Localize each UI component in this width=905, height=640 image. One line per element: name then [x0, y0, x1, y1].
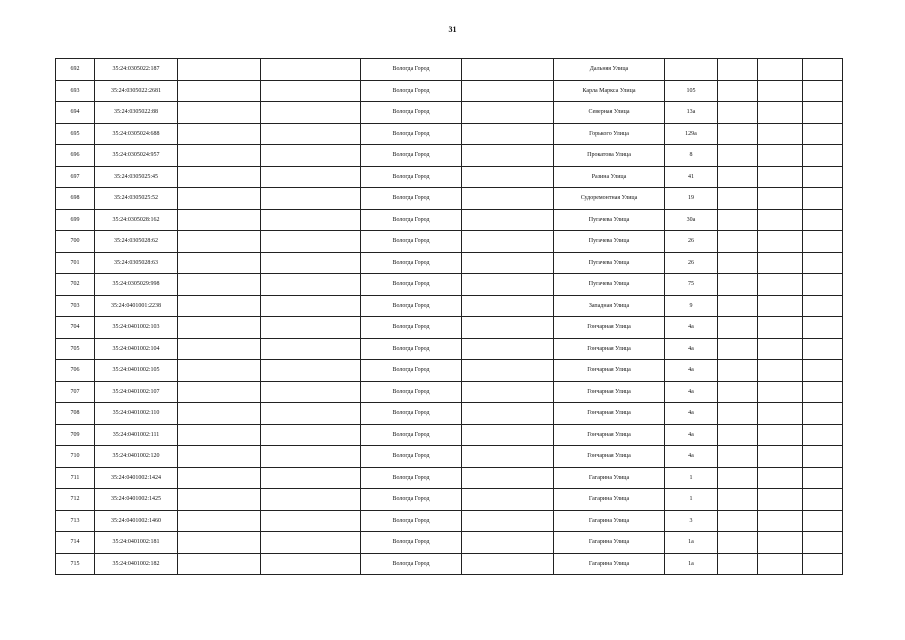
cadastral-number-cell: 35:24:0401002:1425 [95, 489, 178, 511]
empty-cell [261, 252, 361, 274]
empty-cell [462, 467, 554, 489]
empty-cell [178, 338, 261, 360]
empty-cell [261, 123, 361, 145]
property-registry-table [55, 58, 843, 575]
empty-cell [803, 102, 843, 124]
empty-cell [462, 360, 554, 382]
settlement-cell: Вологда Город [361, 188, 462, 210]
empty-cell [261, 553, 361, 575]
empty-cell [803, 510, 843, 532]
empty-cell [758, 80, 803, 102]
house-number-cell: 4а [665, 317, 718, 339]
empty-cell [758, 489, 803, 511]
table-row [56, 166, 843, 188]
table-row [56, 231, 843, 253]
empty-cell [718, 424, 758, 446]
house-number-cell: 105 [665, 80, 718, 102]
table-row [56, 510, 843, 532]
table-body [56, 59, 843, 575]
empty-cell [718, 274, 758, 296]
street-cell: Гончарная Улица [554, 317, 665, 339]
row-number-cell: 694 [56, 102, 95, 124]
row-number-cell: 713 [56, 510, 95, 532]
empty-cell [462, 532, 554, 554]
street-cell: Гагарина Улица [554, 532, 665, 554]
house-number-cell: 4а [665, 424, 718, 446]
settlement-cell: Вологда Город [361, 467, 462, 489]
empty-cell [758, 231, 803, 253]
empty-cell [718, 360, 758, 382]
empty-cell [178, 209, 261, 231]
page-number: 31 [448, 25, 457, 34]
cadastral-number-cell: 35:24:0401002:110 [95, 403, 178, 425]
table-row [56, 489, 843, 511]
row-number-cell: 700 [56, 231, 95, 253]
empty-cell [178, 553, 261, 575]
house-number-cell: 3 [665, 510, 718, 532]
cadastral-number-cell: 35:24:0401002:103 [95, 317, 178, 339]
empty-cell [803, 188, 843, 210]
empty-cell [803, 295, 843, 317]
empty-cell [718, 102, 758, 124]
table-row [56, 381, 843, 403]
cadastral-number-cell: 35:24:0401002:1424 [95, 467, 178, 489]
empty-cell [803, 252, 843, 274]
empty-cell [178, 446, 261, 468]
empty-cell [718, 446, 758, 468]
table-row [56, 102, 843, 124]
empty-cell [261, 532, 361, 554]
empty-cell [261, 145, 361, 167]
empty-cell [462, 424, 554, 446]
table-row [56, 360, 843, 382]
empty-cell [803, 123, 843, 145]
settlement-cell: Вологда Город [361, 59, 462, 81]
empty-cell [462, 489, 554, 511]
empty-cell [178, 188, 261, 210]
empty-cell [718, 59, 758, 81]
table-row [56, 80, 843, 102]
table-row [56, 252, 843, 274]
empty-cell [261, 381, 361, 403]
empty-cell [178, 80, 261, 102]
street-cell: Гагарина Улица [554, 510, 665, 532]
empty-cell [803, 467, 843, 489]
row-number-cell: 710 [56, 446, 95, 468]
row-number-cell: 711 [56, 467, 95, 489]
empty-cell [718, 166, 758, 188]
empty-cell [758, 59, 803, 81]
settlement-cell: Вологда Город [361, 510, 462, 532]
empty-cell [718, 188, 758, 210]
settlement-cell: Вологда Город [361, 209, 462, 231]
street-cell: Гончарная Улица [554, 446, 665, 468]
empty-cell [758, 188, 803, 210]
empty-cell [718, 403, 758, 425]
empty-cell [803, 403, 843, 425]
cadastral-number-cell: 35:24:0305028:62 [95, 231, 178, 253]
empty-cell [261, 403, 361, 425]
empty-cell [758, 467, 803, 489]
table-row [56, 295, 843, 317]
settlement-cell: Вологда Город [361, 102, 462, 124]
house-number-cell: 4а [665, 381, 718, 403]
cadastral-number-cell: 35:24:0401002:107 [95, 381, 178, 403]
settlement-cell: Вологда Город [361, 274, 462, 296]
empty-cell [462, 59, 554, 81]
empty-cell [758, 252, 803, 274]
street-cell: Дальняя Улица [554, 59, 665, 81]
street-cell: Разина Улица [554, 166, 665, 188]
empty-cell [803, 381, 843, 403]
cadastral-number-cell: 35:24:0401002:182 [95, 553, 178, 575]
empty-cell [462, 102, 554, 124]
house-number-cell: 4а [665, 403, 718, 425]
cadastral-number-cell: 35:24:0305024:957 [95, 145, 178, 167]
empty-cell [803, 446, 843, 468]
cadastral-number-cell: 35:24:0305022:2681 [95, 80, 178, 102]
house-number-cell: 75 [665, 274, 718, 296]
empty-cell [462, 231, 554, 253]
row-number-cell: 692 [56, 59, 95, 81]
house-number-cell: 129а [665, 123, 718, 145]
row-number-cell: 696 [56, 145, 95, 167]
settlement-cell: Вологда Город [361, 553, 462, 575]
house-number-cell: 1а [665, 553, 718, 575]
street-cell: Гончарная Улица [554, 424, 665, 446]
empty-cell [178, 489, 261, 511]
table-row [56, 274, 843, 296]
street-cell: Пугачева Улица [554, 209, 665, 231]
row-number-cell: 714 [56, 532, 95, 554]
table-row [56, 403, 843, 425]
empty-cell [718, 145, 758, 167]
settlement-cell: Вологда Город [361, 317, 462, 339]
empty-cell [462, 188, 554, 210]
empty-cell [462, 317, 554, 339]
empty-cell [803, 231, 843, 253]
street-cell: Гагарина Улица [554, 553, 665, 575]
empty-cell [462, 338, 554, 360]
table-row [56, 123, 843, 145]
table-row [56, 209, 843, 231]
table-row [56, 338, 843, 360]
cadastral-number-cell: 35:24:0305028:63 [95, 252, 178, 274]
empty-cell [462, 166, 554, 188]
cadastral-number-cell: 35:24:0305022:88 [95, 102, 178, 124]
table-row [56, 145, 843, 167]
street-cell: Прокатова Улица [554, 145, 665, 167]
row-number-cell: 697 [56, 166, 95, 188]
street-cell: Северная Улица [554, 102, 665, 124]
street-cell: Гагарина Улица [554, 489, 665, 511]
empty-cell [178, 360, 261, 382]
empty-cell [758, 145, 803, 167]
empty-cell [178, 252, 261, 274]
empty-cell [178, 532, 261, 554]
empty-cell [758, 166, 803, 188]
empty-cell [462, 274, 554, 296]
row-number-cell: 703 [56, 295, 95, 317]
settlement-cell: Вологда Город [361, 381, 462, 403]
empty-cell [718, 209, 758, 231]
empty-cell [178, 59, 261, 81]
empty-cell [718, 489, 758, 511]
empty-cell [178, 467, 261, 489]
row-number-cell: 705 [56, 338, 95, 360]
empty-cell [178, 424, 261, 446]
row-number-cell: 708 [56, 403, 95, 425]
empty-cell [803, 145, 843, 167]
table-row [56, 446, 843, 468]
table-row [56, 467, 843, 489]
cadastral-number-cell: 35:24:0305025:52 [95, 188, 178, 210]
empty-cell [178, 231, 261, 253]
row-number-cell: 706 [56, 360, 95, 382]
table-row [56, 553, 843, 575]
empty-cell [803, 553, 843, 575]
empty-cell [803, 424, 843, 446]
empty-cell [718, 532, 758, 554]
empty-cell [178, 295, 261, 317]
cadastral-number-cell: 35:24:0401002:181 [95, 532, 178, 554]
empty-cell [462, 295, 554, 317]
settlement-cell: Вологда Город [361, 489, 462, 511]
empty-cell [261, 360, 361, 382]
empty-cell [261, 166, 361, 188]
settlement-cell: Вологда Город [361, 338, 462, 360]
cadastral-number-cell: 35:24:0401001:2238 [95, 295, 178, 317]
empty-cell [758, 317, 803, 339]
empty-cell [803, 317, 843, 339]
empty-cell [718, 295, 758, 317]
empty-cell [261, 231, 361, 253]
street-cell: Карла Маркса Улица [554, 80, 665, 102]
cadastral-number-cell: 35:24:0305022:187 [95, 59, 178, 81]
street-cell: Горького Улица [554, 123, 665, 145]
empty-cell [178, 510, 261, 532]
empty-cell [261, 209, 361, 231]
empty-cell [758, 424, 803, 446]
cadastral-number-cell: 35:24:0401002:1460 [95, 510, 178, 532]
settlement-cell: Вологда Город [361, 231, 462, 253]
empty-cell [803, 166, 843, 188]
empty-cell [462, 80, 554, 102]
settlement-cell: Вологда Город [361, 403, 462, 425]
empty-cell [261, 102, 361, 124]
empty-cell [462, 510, 554, 532]
empty-cell [758, 532, 803, 554]
empty-cell [758, 209, 803, 231]
empty-cell [718, 80, 758, 102]
street-cell: Гончарная Улица [554, 360, 665, 382]
house-number-cell: 9 [665, 295, 718, 317]
table-row [56, 424, 843, 446]
settlement-cell: Вологда Город [361, 123, 462, 145]
street-cell: Западная Улица [554, 295, 665, 317]
empty-cell [462, 123, 554, 145]
empty-cell [178, 317, 261, 339]
empty-cell [178, 381, 261, 403]
empty-cell [462, 145, 554, 167]
street-cell: Гагарина Улица [554, 467, 665, 489]
house-number-cell: 4а [665, 360, 718, 382]
house-number-cell: 26 [665, 231, 718, 253]
street-cell: Пугачева Улица [554, 252, 665, 274]
empty-cell [803, 209, 843, 231]
settlement-cell: Вологда Город [361, 295, 462, 317]
settlement-cell: Вологда Город [361, 446, 462, 468]
empty-cell [758, 360, 803, 382]
row-number-cell: 707 [56, 381, 95, 403]
empty-cell [803, 274, 843, 296]
settlement-cell: Вологда Город [361, 166, 462, 188]
empty-cell [803, 360, 843, 382]
empty-cell [261, 80, 361, 102]
cadastral-number-cell: 35:24:0401002:120 [95, 446, 178, 468]
empty-cell [462, 403, 554, 425]
settlement-cell: Вологда Город [361, 532, 462, 554]
empty-cell [462, 381, 554, 403]
empty-cell [718, 553, 758, 575]
street-cell: Пугачева Улица [554, 274, 665, 296]
empty-cell [718, 467, 758, 489]
empty-cell [758, 381, 803, 403]
empty-cell [261, 274, 361, 296]
empty-cell [261, 489, 361, 511]
house-number-cell: 26 [665, 252, 718, 274]
row-number-cell: 702 [56, 274, 95, 296]
cadastral-number-cell: 35:24:0305024:688 [95, 123, 178, 145]
cadastral-number-cell: 35:24:0305025:45 [95, 166, 178, 188]
row-number-cell: 712 [56, 489, 95, 511]
empty-cell [758, 274, 803, 296]
empty-cell [758, 295, 803, 317]
settlement-cell: Вологда Город [361, 252, 462, 274]
empty-cell [718, 123, 758, 145]
empty-cell [803, 489, 843, 511]
empty-cell [758, 123, 803, 145]
settlement-cell: Вологда Город [361, 424, 462, 446]
empty-cell [261, 424, 361, 446]
cadastral-number-cell: 35:24:0401002:105 [95, 360, 178, 382]
house-number-cell: 1 [665, 467, 718, 489]
empty-cell [718, 231, 758, 253]
street-cell: Судоремонтная Улица [554, 188, 665, 210]
house-number-cell: 1 [665, 489, 718, 511]
house-number-cell: 8 [665, 145, 718, 167]
empty-cell [758, 403, 803, 425]
empty-cell [758, 446, 803, 468]
empty-cell [718, 317, 758, 339]
house-number-cell: 41 [665, 166, 718, 188]
empty-cell [261, 59, 361, 81]
empty-cell [718, 338, 758, 360]
empty-cell [462, 553, 554, 575]
empty-cell [178, 403, 261, 425]
empty-cell [178, 145, 261, 167]
table-row [56, 317, 843, 339]
empty-cell [261, 317, 361, 339]
empty-cell [261, 510, 361, 532]
house-number-cell: 19 [665, 188, 718, 210]
empty-cell [178, 166, 261, 188]
cadastral-number-cell: 35:24:0305029:998 [95, 274, 178, 296]
house-number-cell: 30а [665, 209, 718, 231]
empty-cell [178, 274, 261, 296]
street-cell: Гончарная Улица [554, 403, 665, 425]
empty-cell [261, 467, 361, 489]
house-number-cell: 1а [665, 532, 718, 554]
empty-cell [758, 510, 803, 532]
empty-cell [758, 553, 803, 575]
empty-cell [803, 532, 843, 554]
cadastral-number-cell: 35:24:0401002:104 [95, 338, 178, 360]
row-number-cell: 695 [56, 123, 95, 145]
empty-cell [718, 381, 758, 403]
empty-cell [758, 102, 803, 124]
table-row [56, 188, 843, 210]
row-number-cell: 704 [56, 317, 95, 339]
empty-cell [718, 252, 758, 274]
empty-cell [178, 123, 261, 145]
row-number-cell: 699 [56, 209, 95, 231]
row-number-cell: 715 [56, 553, 95, 575]
street-cell: Гончарная Улица [554, 381, 665, 403]
empty-cell [178, 102, 261, 124]
empty-cell [718, 510, 758, 532]
row-number-cell: 693 [56, 80, 95, 102]
settlement-cell: Вологда Город [361, 360, 462, 382]
cadastral-number-cell: 35:24:0401002:111 [95, 424, 178, 446]
cadastral-number-cell: 35:24:0305028:162 [95, 209, 178, 231]
table-row [56, 532, 843, 554]
empty-cell [462, 446, 554, 468]
empty-cell [758, 338, 803, 360]
empty-cell [803, 338, 843, 360]
street-cell: Гончарная Улица [554, 338, 665, 360]
empty-cell [462, 252, 554, 274]
empty-cell [803, 80, 843, 102]
street-cell: Пугачева Улица [554, 231, 665, 253]
row-number-cell: 698 [56, 188, 95, 210]
empty-cell [261, 338, 361, 360]
row-number-cell: 709 [56, 424, 95, 446]
row-number-cell: 701 [56, 252, 95, 274]
empty-cell [261, 188, 361, 210]
empty-cell [261, 446, 361, 468]
house-number-cell: 13а [665, 102, 718, 124]
settlement-cell: Вологда Город [361, 145, 462, 167]
house-number-cell: 4а [665, 446, 718, 468]
table-row [56, 59, 843, 81]
house-number-cell: 4а [665, 338, 718, 360]
house-number-cell [665, 59, 718, 81]
empty-cell [261, 295, 361, 317]
empty-cell [803, 59, 843, 81]
settlement-cell: Вологда Город [361, 80, 462, 102]
empty-cell [462, 209, 554, 231]
